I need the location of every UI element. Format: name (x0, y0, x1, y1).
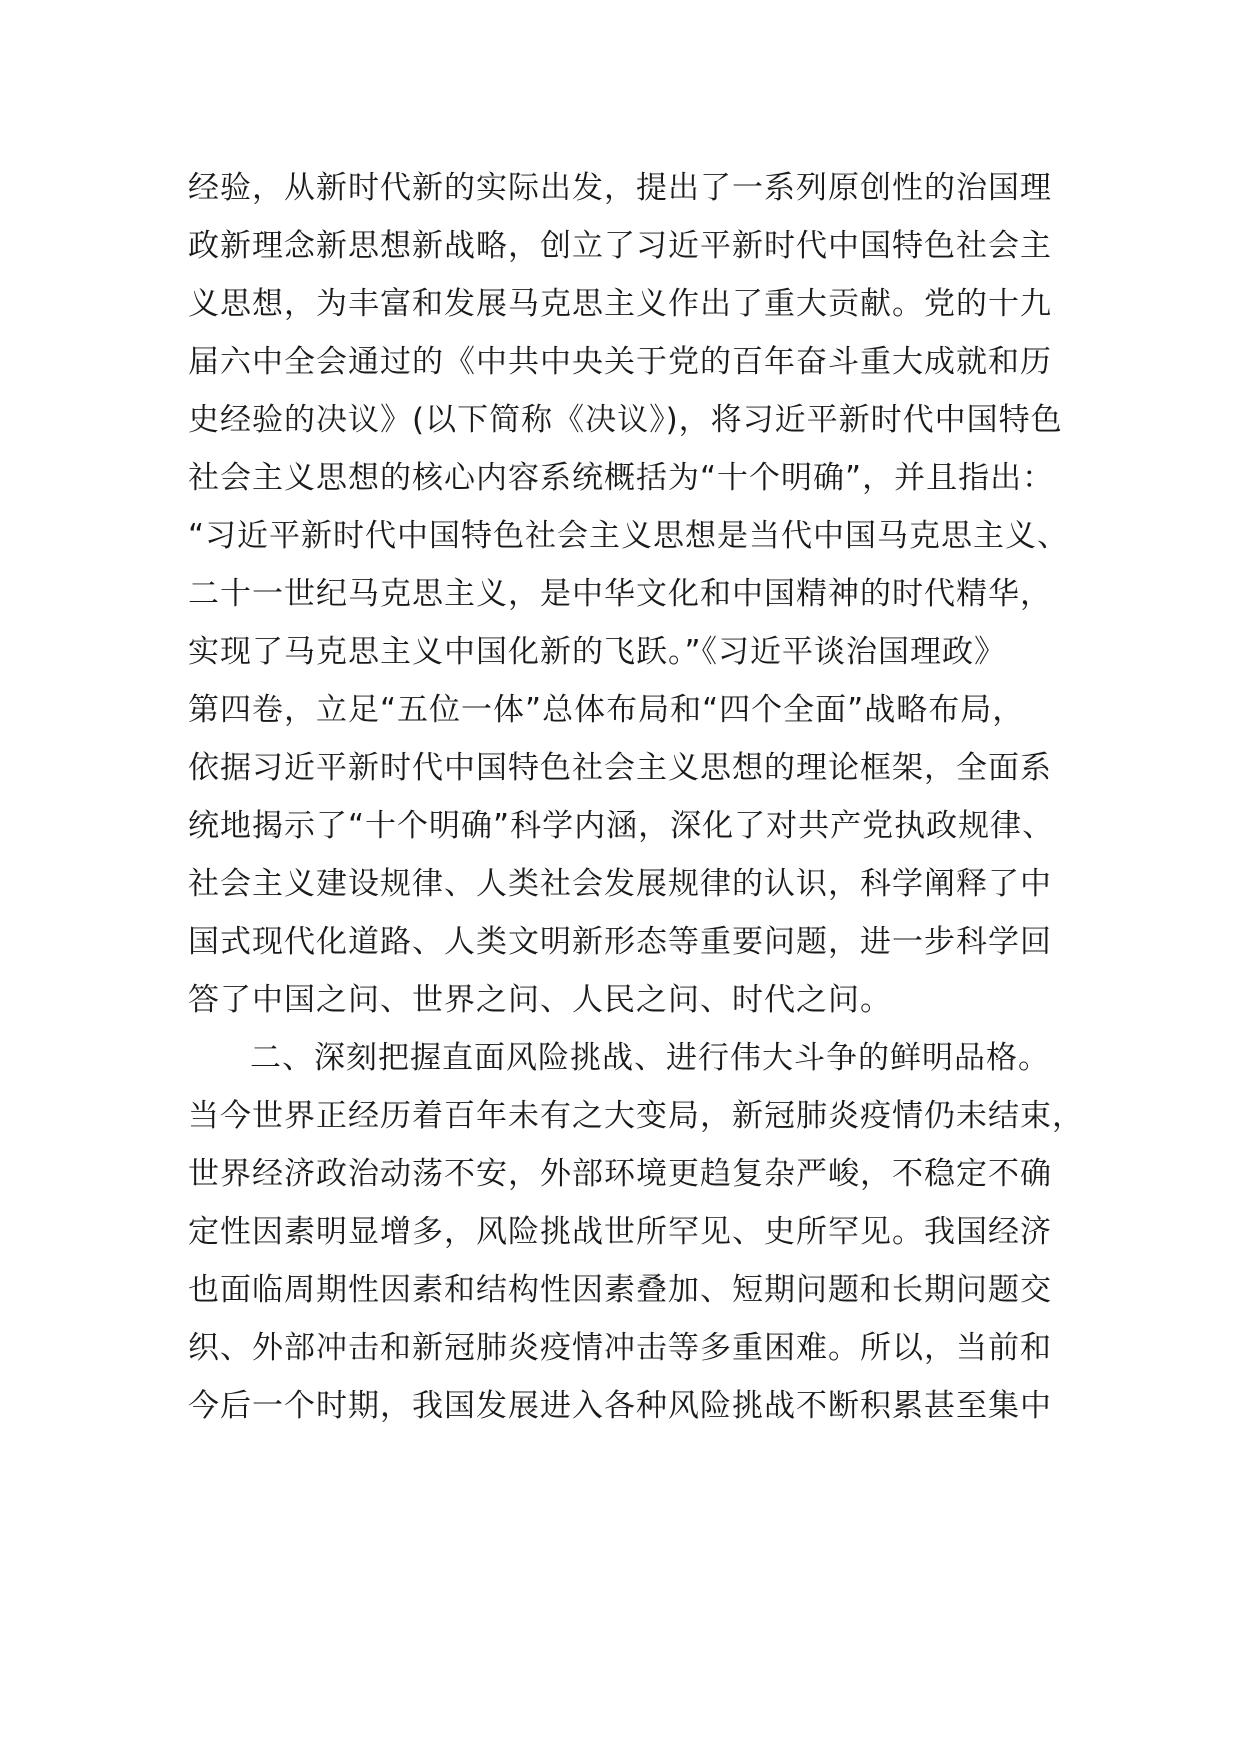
text-line: 定性因素明显增多，风险挑战世所罕见、史所罕见。我国经济 (188, 1214, 1052, 1250)
text-line: 依据习近平新时代中国特色社会主义思想的理论框架，全面系 (188, 750, 1052, 786)
text-line: 届六中全会通过的《中共中央关于党的百年奋斗重大成就和历 (188, 344, 1052, 380)
text-line: 织、外部冲击和新冠肺炎疫情冲击等多重困难。所以，当前和 (188, 1330, 1052, 1366)
text-line: 统地揭示了“十个明确”科学内涵，深化了对共产党执政规律、 (188, 808, 1055, 844)
text-line: “习近平新时代中国特色社会主义思想是当代中国马克思主义、 (188, 518, 1070, 554)
text-line: 当今世界正经历着百年未有之大变局，新冠肺炎疫情仍未结束， (188, 1098, 1084, 1134)
text-line: 政新理念新思想新战略，创立了习近平新时代中国特色社会主 (188, 228, 1052, 264)
text-line: 国式现代化道路、人类文明新形态等重要问题，进一步科学回 (188, 924, 1052, 960)
text-line: 今后一个时期，我国发展进入各种风险挑战不断积累甚至集中 (188, 1388, 1052, 1424)
text-line: 二十一世纪马克思主义，是中华文化和中国精神的时代精华， (188, 576, 1052, 612)
text-line: 社会主义建设规律、人类社会发展规律的认识，科学阐释了中 (188, 866, 1052, 902)
text-line: 世界经济政治动荡不安，外部环境更趋复杂严峻，不稳定不确 (188, 1156, 1052, 1192)
text-line: 义思想，为丰富和发展马克思主义作出了重大贡献。党的十九 (188, 286, 1052, 322)
text-line: 答了中国之问、世界之问、人民之问、时代之问。 (188, 982, 892, 1018)
text-line: 经验，从新时代新的实际出发，提出了一系列原创性的治国理 (188, 170, 1052, 206)
section-heading-line: 二、深刻把握直面风险挑战、进行伟大斗争的鲜明品格。 (250, 1040, 1050, 1076)
text-line: 史经验的决议》(以下简称《决议》)，将习近平新时代中国特色 (188, 402, 1063, 438)
text-line: 也面临周期性因素和结构性因素叠加、短期问题和长期问题交 (188, 1272, 1052, 1308)
text-line: 社会主义思想的核心内容系统概括为“十个明确”，并且指出： (188, 460, 1055, 496)
text-line: 实现了马克思主义中国化新的飞跃。”《习近平谈治国理政》 (188, 634, 1007, 670)
text-line: 第四卷，立足“五位一体”总体布局和“四个全面”战略布局， (188, 692, 1025, 728)
